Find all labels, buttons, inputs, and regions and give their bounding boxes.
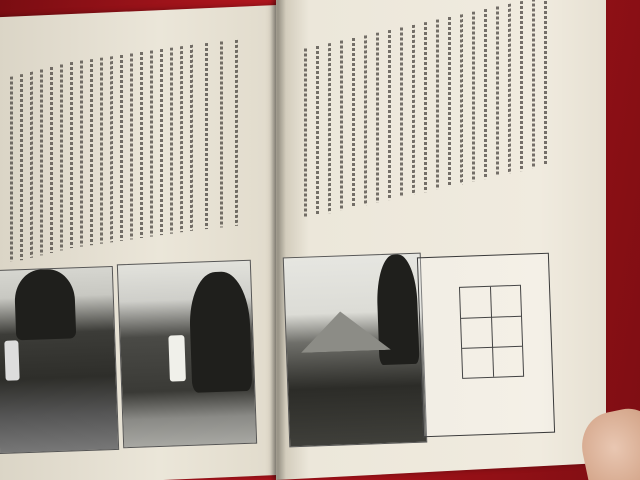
text-column bbox=[484, 9, 487, 179]
text-column bbox=[160, 49, 163, 235]
text-column bbox=[496, 6, 499, 176]
floor-plan-diagram bbox=[417, 253, 555, 437]
person-figure bbox=[4, 340, 19, 380]
text-column bbox=[544, 0, 547, 166]
person-figure bbox=[168, 335, 186, 382]
text-column bbox=[412, 25, 415, 195]
text-column bbox=[235, 40, 238, 226]
text-column bbox=[220, 41, 223, 227]
text-column bbox=[100, 58, 103, 244]
text-column bbox=[205, 43, 208, 229]
text-column bbox=[532, 0, 535, 169]
book-spine-shadow bbox=[270, 0, 286, 480]
text-column bbox=[424, 22, 427, 192]
text-column bbox=[364, 35, 367, 205]
text-column bbox=[388, 30, 391, 200]
text-column bbox=[400, 27, 403, 197]
text-column bbox=[340, 40, 343, 210]
tree-silhouette bbox=[188, 271, 252, 393]
text-column bbox=[328, 43, 331, 213]
text-column bbox=[130, 53, 133, 239]
text-column bbox=[150, 50, 153, 236]
text-column bbox=[180, 46, 183, 232]
photo-person-with-rake bbox=[117, 260, 257, 449]
text-column bbox=[316, 46, 319, 216]
text-column bbox=[140, 52, 143, 238]
text-column bbox=[50, 67, 53, 253]
text-column bbox=[520, 1, 523, 171]
text-column bbox=[10, 77, 13, 262]
text-column bbox=[80, 61, 83, 247]
text-column bbox=[120, 55, 123, 241]
text-column bbox=[40, 69, 43, 255]
text-column bbox=[448, 17, 451, 187]
text-column bbox=[472, 12, 475, 182]
text-column bbox=[190, 45, 193, 231]
text-column bbox=[508, 4, 511, 174]
text-column bbox=[90, 59, 93, 245]
text-column bbox=[304, 48, 307, 218]
text-column bbox=[436, 19, 439, 189]
photo-mountain-garden bbox=[283, 253, 428, 448]
plan-grid bbox=[459, 285, 524, 379]
text-column bbox=[30, 72, 33, 258]
text-column bbox=[20, 74, 23, 260]
text-column bbox=[352, 38, 355, 208]
text-column bbox=[460, 14, 463, 184]
text-column bbox=[110, 56, 113, 242]
photo-left-gravesite bbox=[0, 266, 119, 454]
text-column bbox=[60, 64, 63, 250]
text-column bbox=[70, 62, 73, 248]
text-column bbox=[170, 48, 173, 234]
text-column bbox=[376, 33, 379, 203]
tree-silhouette bbox=[14, 268, 76, 340]
